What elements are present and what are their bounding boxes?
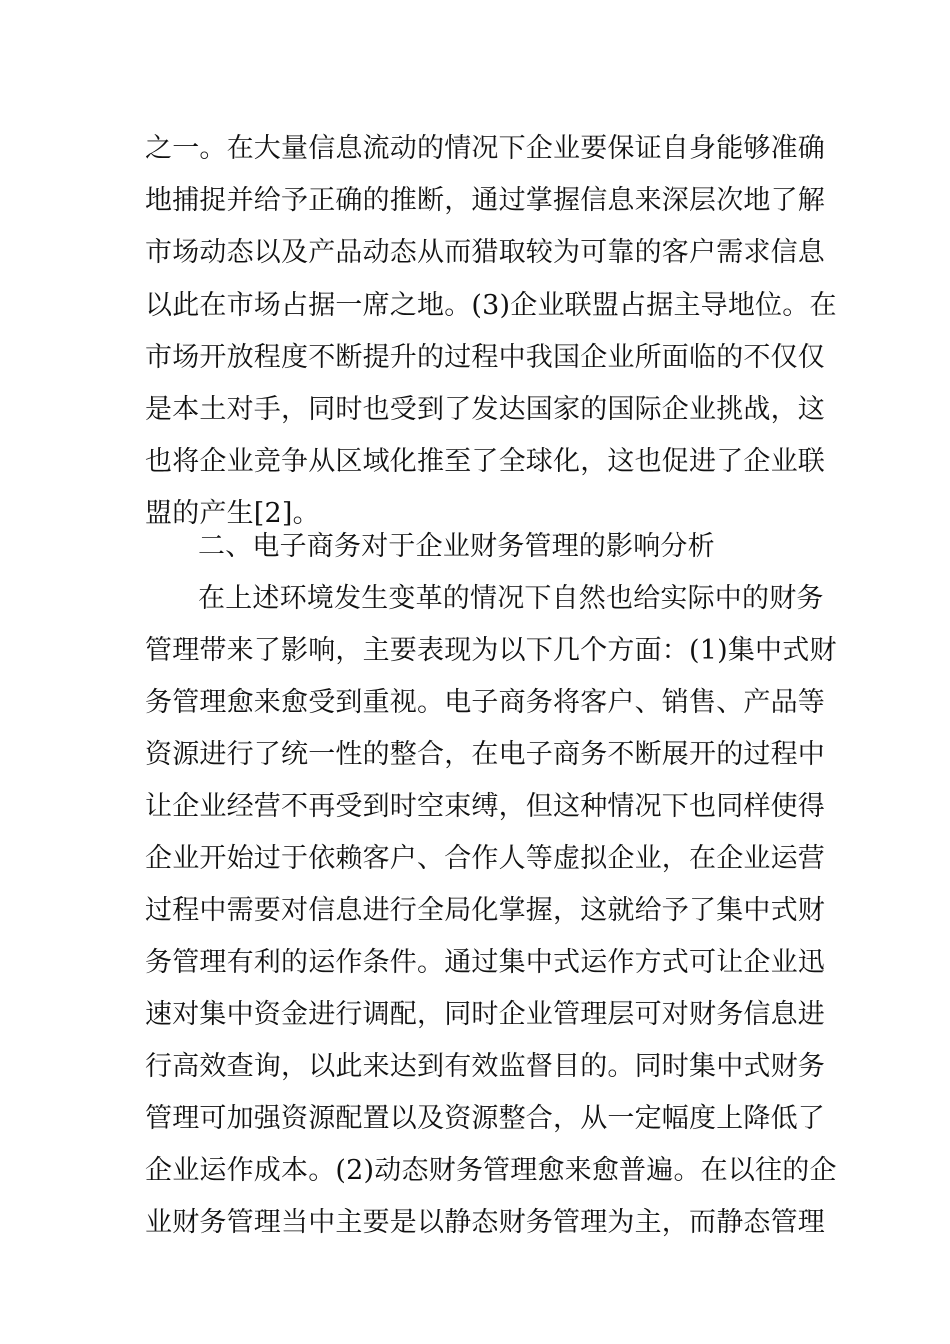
text-line: 企业开始过于依赖客户、合作人等虚拟企业，在企业运营	[145, 843, 825, 874]
text-line: 业财务管理当中主要是以静态财务管理为主，而静态管理	[145, 1207, 825, 1238]
text-line: 市场开放程度不断提升的过程中我国企业所面临的不仅仅	[145, 342, 825, 373]
text-line: 也将企业竞争从区域化推至了全球化，这也促进了企业联	[145, 446, 825, 477]
text-line: 过程中需要对信息进行全局化掌握，这就给予了集中式财	[145, 895, 825, 926]
text-line: 管理可加强资源配置以及资源整合，从一定幅度上降低了	[145, 1103, 825, 1134]
text-line: 务管理愈来愈受到重视。电子商务将客户、销售、产品等	[145, 687, 825, 718]
text-line: 管理带来了影响，主要表现为以下几个方面：(1)集中式财	[145, 635, 837, 666]
text-line: 以此在市场占据一席之地。(3)企业联盟占据主导地位。在	[145, 290, 837, 321]
text-line: 是本土对手，同时也受到了发达国家的国际企业挑战，这	[145, 394, 825, 425]
text-line: 速对集中资金进行调配，同时企业管理层可对财务信息进	[145, 999, 825, 1030]
text-line: 地捕捉并给予正确的推断，通过掌握信息来深层次地了解	[145, 185, 825, 216]
text-line: 之一。在大量信息流动的情况下企业要保证自身能够准确	[145, 133, 825, 164]
text-line: 资源进行了统一性的整合，在电子商务不断展开的过程中	[145, 739, 825, 770]
paragraph-first-line: 在上述环境发生变革的情况下自然也给实际中的财务	[198, 583, 824, 614]
text-line: 让企业经营不再受到时空束缚，但这种情况下也同样使得	[145, 791, 825, 822]
text-line: 市场动态以及产品动态从而猎取较为可靠的客户需求信息	[145, 237, 825, 268]
section-heading: 二、电子商务对于企业财务管理的影响分析	[198, 531, 715, 562]
text-line: 企业运作成本。(2)动态财务管理愈来愈普遍。在以往的企	[145, 1155, 837, 1186]
text-line: 行高效查询，以此来达到有效监督目的。同时集中式财务	[145, 1051, 825, 1082]
text-line: 务管理有利的运作条件。通过集中式运作方式可让企业迅	[145, 947, 825, 978]
text-line: 盟的产生[2]。	[145, 498, 320, 529]
